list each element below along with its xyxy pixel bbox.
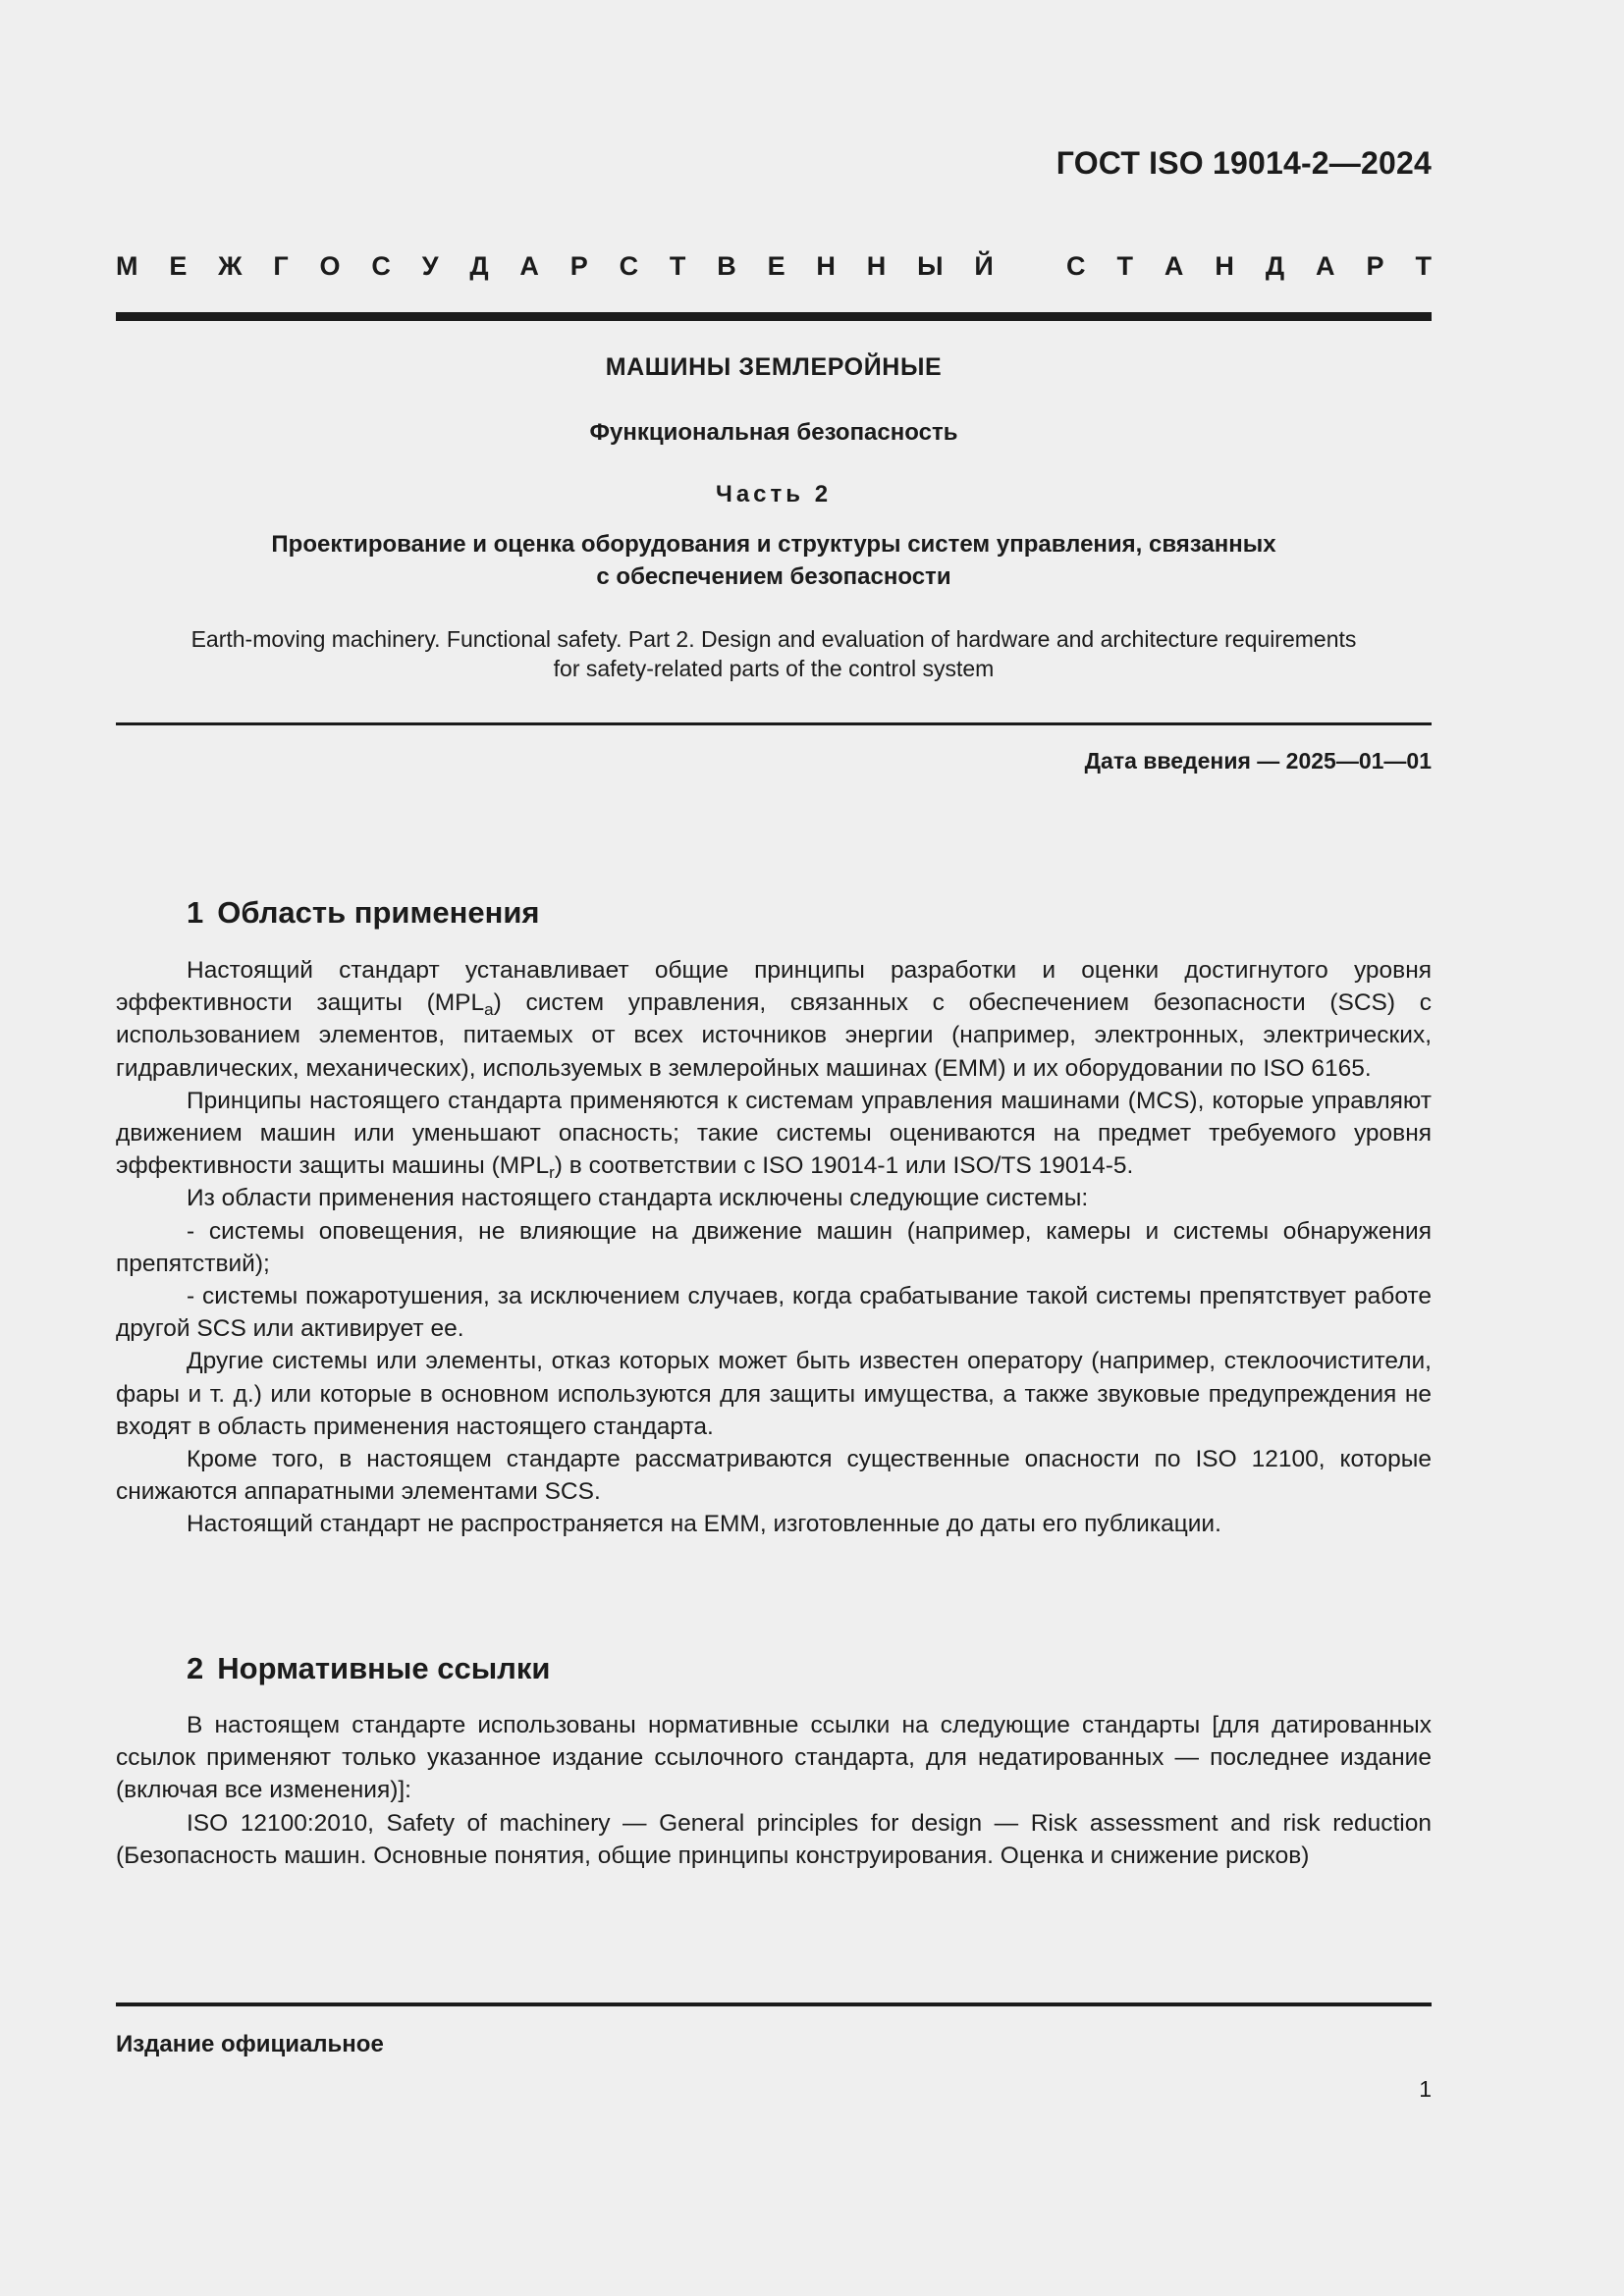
section-heading-scope (187, 895, 540, 931)
paragraph-text: ) систем управления, связанных с обеспечением безопасности (SCS) с использованием элементов, питаемых от всех источников энергии (например, электронных, электрических, гидравлических, механических), используемых в землеройных машинах (ЕММ) и их оборудовании по ISO 6165. (116, 989, 1432, 1082)
banner-letter: Т (1116, 251, 1133, 281)
paragraph: Настоящий стандарт не распространяется на ЕММ, изготовленные до даты его публикации. (187, 1511, 1221, 1538)
banner-letter: Г (273, 251, 289, 281)
banner-letter: Ы (917, 251, 944, 281)
document-page (116, 0, 1432, 2296)
paragraph: В настоящем стандарте использованы нормативные ссылки на следующие стандарты [для датированных ссылок применяют только указанное издание ссылочного стандарта, для недатированных — последнее издание (включая все изменения)]: (116, 1712, 1432, 1804)
banner-letter: Н (866, 251, 887, 281)
english-title-line: Earth-moving machinery. Functional safety. Part 2. Design and evaluation of hardware and architecture requirements (190, 626, 1357, 652)
section-number: 2 (187, 1651, 204, 1685)
banner-word-interstate (116, 251, 994, 282)
introduction-date: Дата введения — 2025—01—01 (1084, 748, 1432, 774)
part-title-line: Проектирование и оценка оборудования и структуры систем управления, связанных (271, 531, 1276, 558)
subscript: a (484, 1000, 494, 1020)
section-body-normative-references (116, 1709, 1432, 1872)
section-heading-normative-references (187, 1651, 550, 1686)
banner-letter: Е (169, 251, 188, 281)
english-title (116, 624, 1432, 683)
banner-letter: Ж (218, 251, 243, 281)
banner-letter: С (1066, 251, 1086, 281)
banner-letter: У (421, 251, 439, 281)
header-rule (116, 312, 1432, 321)
banner-letter: Е (767, 251, 785, 281)
section-title: Область применения (217, 895, 540, 930)
paragraph-text: ) в соответствии с ISO 19014-1 или ISO/TS 19014-5. (554, 1152, 1134, 1180)
banner-letter: А (1164, 251, 1184, 281)
banner-letter: С (371, 251, 391, 281)
paragraph: Кроме того, в настоящем стандарте рассматриваются существенные опасности по ISO 12100, которые снижаются аппаратными элементами SCS. (116, 1446, 1432, 1506)
section-title: Нормативные ссылки (217, 1651, 551, 1685)
footer-rule (116, 2002, 1432, 2006)
document-subtitle: Функциональная безопасность (589, 419, 958, 446)
banner-letter: А (1316, 251, 1335, 281)
english-title-line: for safety-related parts of the control system (553, 656, 995, 681)
banner-letter: А (519, 251, 539, 281)
banner-letter: В (717, 251, 736, 281)
title-rule (116, 722, 1432, 725)
banner-letter: Н (1215, 251, 1234, 281)
document-title: МАШИНЫ ЗЕМЛЕРОЙНЫЕ (605, 353, 943, 381)
document-code: ГОСТ ISO 19014-2—2024 (1056, 145, 1432, 181)
part-title (116, 528, 1432, 593)
section-number: 1 (187, 895, 204, 930)
banner-letter: С (619, 251, 639, 281)
part-label: Часть 2 (715, 481, 833, 507)
banner-letter: Д (469, 251, 489, 281)
banner-letter: М (116, 251, 138, 281)
part-title-line: с обеспечением безопасности (596, 563, 951, 590)
banner-letter: Р (1366, 251, 1384, 281)
banner-letter: О (319, 251, 341, 281)
section-body-scope (116, 954, 1432, 1541)
banner-letter: Т (1415, 251, 1432, 281)
paragraph: ISO 12100:2010, Safety of machinery — General principles for design — Risk assessment and risk reduction (Безопасность машин. Основные понятия, общие принципы конструирования. Оценка и снижение рисков) (116, 1809, 1432, 1869)
banner-word-standard (1066, 251, 1432, 282)
paragraph (116, 954, 1432, 1085)
banner-letter: Д (1265, 251, 1285, 281)
paragraph (116, 1085, 1432, 1183)
list-item: - системы оповещения, не влияющие на движение машин (например, камеры и системы обнаружения препятствий); (116, 1217, 1432, 1277)
paragraph-text: Принципы настоящего стандарта применяются к системам управления машинами (MCS), которые управляют движением машин или уменьшают опасность; такие системы оцениваются на предмет требуемого уровня эффективности защиты машины (MPL (116, 1087, 1432, 1180)
official-edition-label: Издание официальное (116, 2031, 384, 2057)
list-item: - системы пожаротушения, за исключением случаев, когда срабатывание такой системы препятствует работе другой SCS или активирует ее. (116, 1283, 1432, 1343)
subscript: r (549, 1163, 555, 1183)
page-number: 1 (1419, 2076, 1432, 2102)
paragraph-text: Настоящий стандарт устанавливает общие принципы разработки и оценки достигнутого уровня эффективности защиты (MPL (116, 957, 1432, 1017)
banner-letter: Й (974, 251, 994, 281)
interstate-standard-banner (116, 251, 1432, 282)
banner-letter: Р (569, 251, 588, 281)
banner-letter: Н (816, 251, 836, 281)
paragraph: Другие системы или элементы, отказ которых может быть известен оператору (например, стеклоочистители, фары и т. д.) или которые в основном используются для защиты имущества, а также звуковые предупреждения не входят в область применения настоящего стандарта. (116, 1348, 1432, 1440)
banner-letter: Т (669, 251, 686, 281)
paragraph: Из области применения настоящего стандарта исключены следующие системы: (187, 1185, 1089, 1212)
